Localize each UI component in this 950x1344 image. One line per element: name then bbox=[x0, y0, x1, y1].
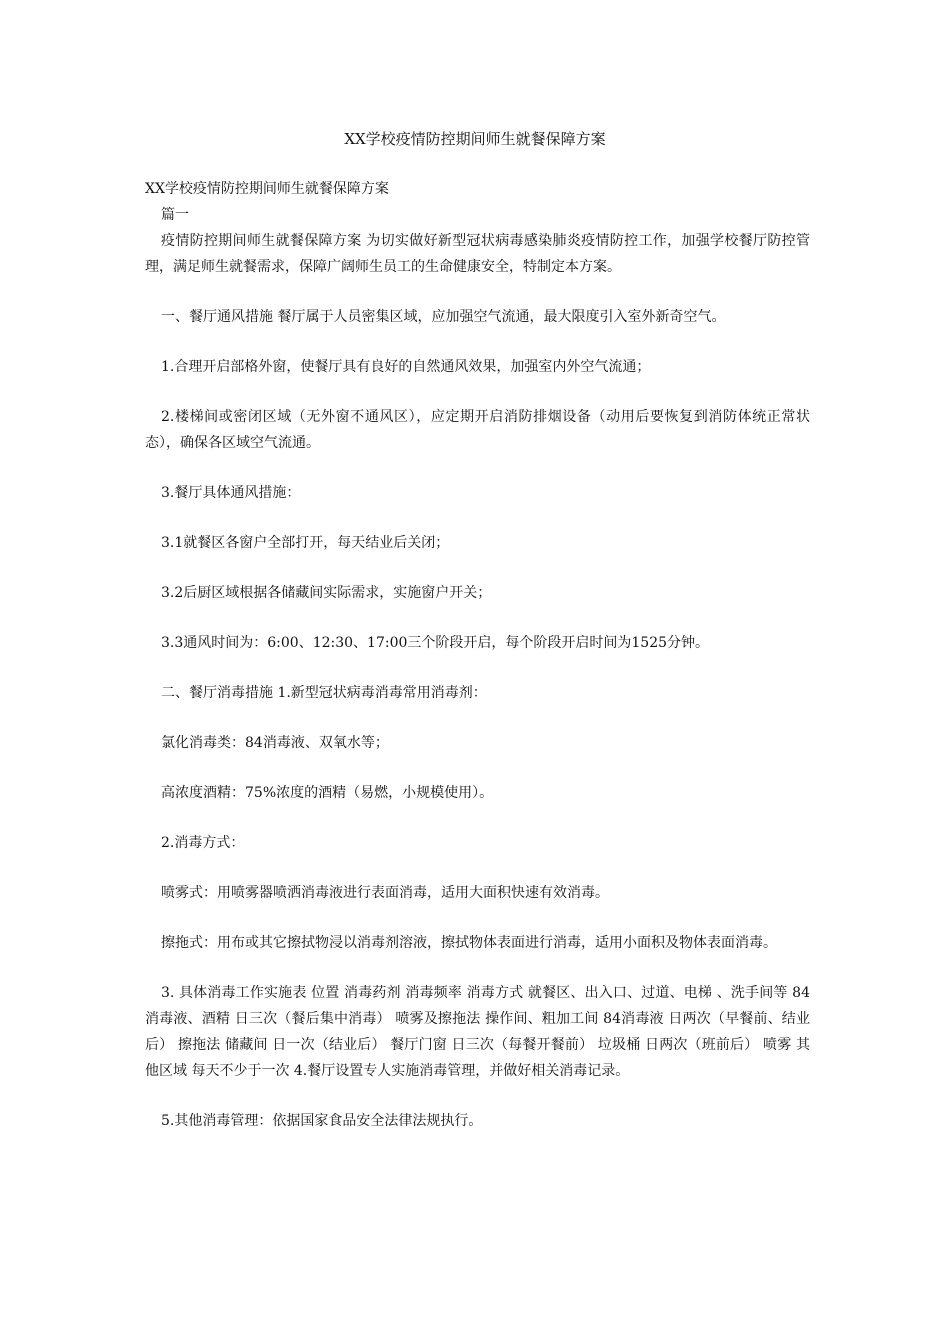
paragraph-ventilation-3-1: 3.1就餐区各窗户全部打开，每天结业后关闭； bbox=[161, 535, 450, 551]
paragraph-schedule: 3. 具体消毒工作实施表 位置 消毒药剂 消毒频率 消毒方式 就餐区、出入口、过道、电梯 、洗手间等 84消毒液、酒精 日三次（餐后集中消毒） 喷雾及擦拖法 操作间、粗加工间 84消毒液 日两次（早餐前、结业后） 擦拖法 储藏间 日一次（结业后） 餐厅门窗 日三次（每餐开餐前） 垃圾桶 日两次（班前后） 喷雾 其他区域 每天不少于一次 4.餐厅设置专人实施消毒管理，并做好相关消毒记录。 bbox=[145, 985, 810, 1079]
paragraph-wipe: 擦拖式：用布或其它擦拭物浸以消毒剂溶液，擦拭物体表面进行消毒，适用小面积及物体表面消毒。 bbox=[161, 935, 777, 951]
paragraph-methods-heading: 2.消毒方式： bbox=[161, 835, 245, 851]
paragraph-intro: 疫情防控期间师生就餐保障方案 为切实做好新型冠状病毒感染肺炎疫情防控工作，加强学校餐厅防控管理，满足师生就餐需求，保障广阔师生员工的生命健康安全，特制定本方案。 bbox=[145, 233, 810, 275]
document-title: XX学校疫情防控期间师生就餐保障方案 bbox=[344, 130, 606, 148]
paragraph-alcohol: 高浓度酒精：75%浓度的酒精（易燃，小规模使用）。 bbox=[161, 785, 494, 801]
paragraph-ventilation-heading: 一、餐厅通风措施 餐厅属于人员密集区域，应加强空气流通，最大限度引入室外新奇空气。 bbox=[161, 309, 726, 325]
section-label: 篇一 bbox=[161, 207, 189, 223]
paragraph-other: 5.其他消毒管理：依据国家食品安全法律法规执行。 bbox=[161, 1113, 483, 1129]
document-subtitle: XX学校疫情防控期间师生就餐保障方案 bbox=[145, 181, 389, 197]
document-body bbox=[145, 176, 810, 1134]
paragraph-ventilation-3-3: 3.3通风时间为：6:00、12:30、17:00三个阶段开启，每个阶段开启时间为1525分钟。 bbox=[161, 635, 710, 651]
paragraph-ventilation-3-2: 3.2后厨区域根据各储藏间实际需求，实施窗户开关； bbox=[161, 585, 492, 601]
paragraph-ventilation-2: 2.楼梯间或密闭区域（无外窗不通风区），应定期开启消防排烟设备（动用后要恢复到消防体统正常状态），确保各区域空气流通。 bbox=[145, 409, 810, 451]
paragraph-spray: 喷雾式：用喷雾器喷洒消毒液进行表面消毒，适用大面积快速有效消毒。 bbox=[161, 885, 609, 901]
paragraph-disinfection-heading: 二、餐厅消毒措施 1.新型冠状病毒消毒常用消毒剂： bbox=[161, 685, 487, 701]
paragraph-chlorine: 氯化消毒类：84消毒液、双氧水等； bbox=[161, 735, 389, 751]
paragraph-ventilation-1: 1.合理开启部格外窗，使餐厅具有良好的自然通风效果，加强室内外空气流通； bbox=[161, 359, 651, 375]
paragraph-ventilation-3: 3.餐厅具体通风措施： bbox=[161, 485, 301, 501]
